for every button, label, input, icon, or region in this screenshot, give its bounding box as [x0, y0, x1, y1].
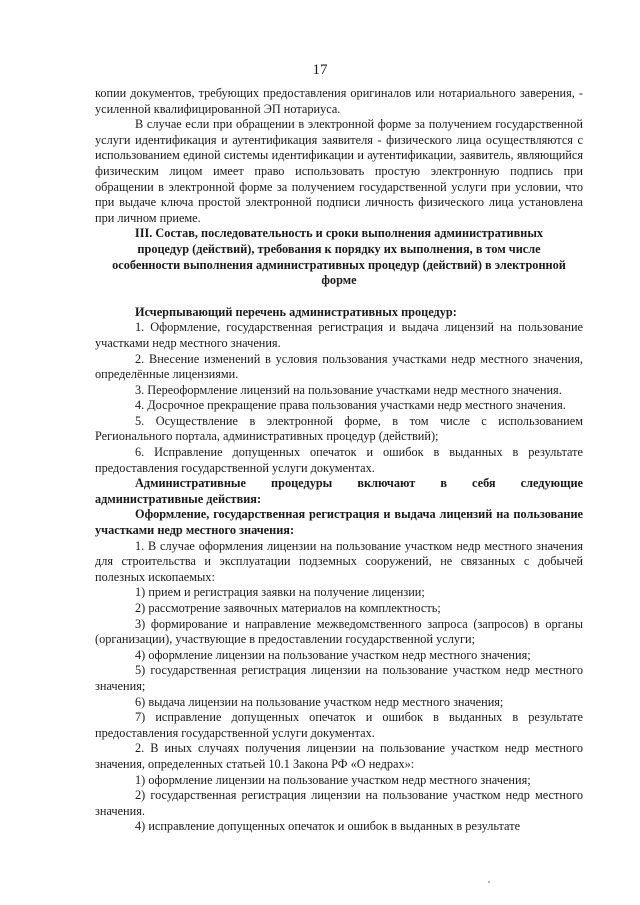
case2-item: 4) исправление допущенных опечаток и ошибок в выданных в результате — [135, 819, 521, 834]
case1-item: 4) оформление лицензии на пользование участком недр местного значения; — [135, 647, 531, 662]
procedure-item: 6. Исправление допущенных опечаток и ошибок в выданных в результате предоставления государственной услуги документах. — [95, 445, 583, 475]
actions-intro: Административные процедуры включают в себя следующие административные действия: — [95, 476, 583, 506]
case1-item: 5) государственная регистрация лицензии на пользование участком недр местного значения; — [95, 663, 583, 693]
scan-speck — [488, 881, 490, 883]
case2-item: 2) государственная регистрация лицензии на пользование участком недр местного значения. — [95, 788, 583, 818]
page-content — [95, 86, 583, 835]
case1-intro: 1. В случае оформления лицензии на пользование участком недр местного значения для строительства и эксплуатации подземных сооружений, не связанных с добычей полезных ископаемых: — [95, 538, 583, 584]
subsection-title: Оформление, государственная регистрация и выдача лицензий на пользование участками недр местного значения: — [95, 507, 583, 538]
case1-item: 7) исправление допущенных опечаток и ошибок в выданных в результате предоставления государственной услуги документах. — [95, 710, 583, 740]
case2-item: 1) оформление лицензии на пользование участком недр местного значения; — [135, 772, 531, 787]
case1-item: 6) выдача лицензии на пользование участком недр местного значения; — [135, 694, 504, 709]
case1-item: 2) рассмотрение заявочных материалов на комплектность; — [135, 601, 441, 615]
procedure-item: 5. Осуществление в электронной форме, в том числе с использованием Регионального портала, административных процедур (действий); — [95, 413, 583, 444]
page-number: 17 — [312, 62, 328, 78]
paragraph-electronic-signature: В случае если при обращении в электронной форме за получением государственной услуги идентификация и аутентификация заявителя - физического лица осуществляются с использованием единой системы идентификации и аутентификации, заявитель, являющийся физическим лицом имеет право использовать простую электронную подпись при обращении в электронной форме за получением государственной услуги при условии, что при выдаче ключа простой электронной подписи личность физического лица установлена при личном приеме. — [95, 117, 583, 225]
procedure-item: 1. Оформление, государственная регистрация и выдача лицензий на пользование участками недр местного значения. — [95, 320, 583, 350]
section-heading: III. Состав, последовательность и сроки выполнения административных процедур (действий), требования к порядку их выполнения, в том числе особенности выполнения административных процедур (действий) в электронной форме — [112, 226, 566, 288]
procedure-item: 3. Переоформление лицензий на пользование участками недр местного значения. — [135, 382, 562, 397]
case2-intro: 2. В иных случаях получения лицензии на пользование участком недр местного значения, определенных статьей 10.1 Закона РФ «О недрах»: — [95, 741, 583, 771]
paragraph-continuation: копии документов, требующих предоставления оригиналов или нотариального заверения, - усиленной квалифицированной ЭП нотариуса. — [95, 86, 583, 116]
procedure-item: 4. Досрочное прекращение права пользования участками недр местного значения. — [135, 398, 566, 413]
case1-item: 1) прием и регистрация заявки на получение лицензии; — [135, 585, 425, 600]
procedures-list-title: Исчерпывающий перечень административных процедур: — [135, 304, 457, 319]
procedure-item: 2. Внесение изменений в условия пользования участками недр местного значения, определённые лицензиями. — [95, 351, 583, 382]
case1-item: 3) формирование и направление межведомственного запроса (запросов) в органы (организации), участвующие в предоставлении государственной услуги; — [95, 616, 583, 647]
